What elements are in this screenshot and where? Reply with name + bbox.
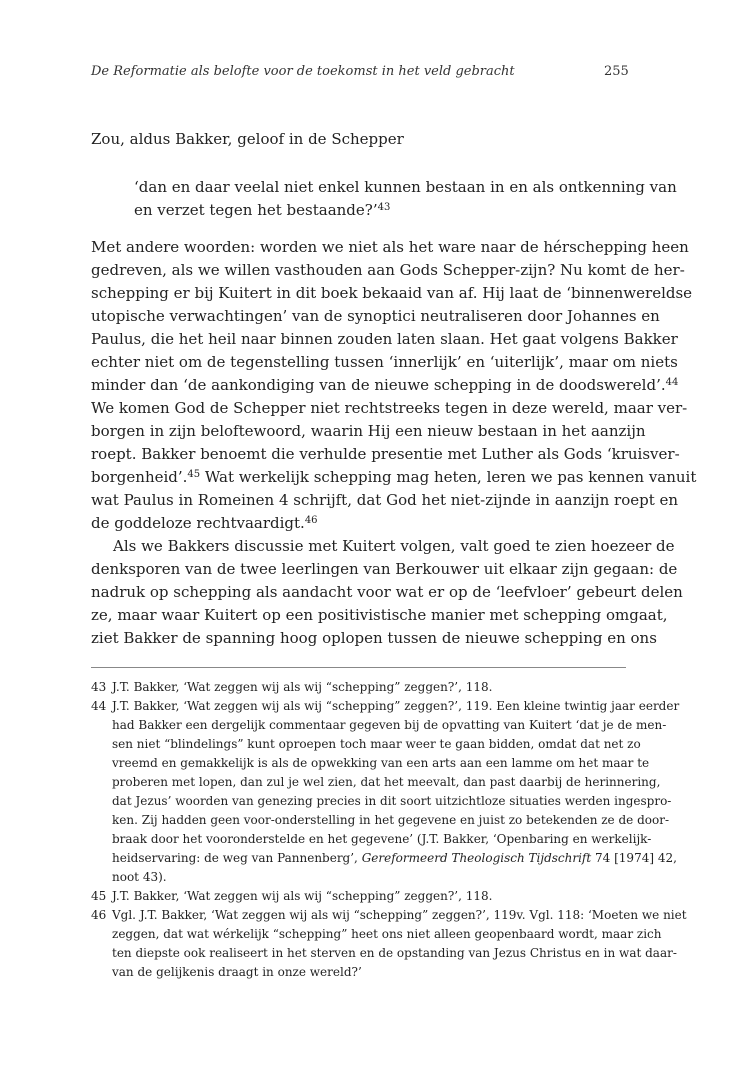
text-line: echter niet om de tegenstelling tussen ‘innerlijk’ en ‘uiterlijk’, maar om niets	[91, 353, 678, 371]
footnote-line: dat Jezus’ woorden van genezing precies in dit soort uitzichtloze situaties werden ingespro-	[112, 794, 672, 808]
text-line: roept. Bakker benoemt die verhulde presentie met Luther als Gods ‘kruisver-	[91, 445, 680, 463]
text-line: Paulus, die het heil naar binnen zouden laten slaan. Het gaat volgens Bakker	[91, 330, 678, 348]
footnote-line: heidservaring: de weg van Pannenberg’, Gereformeerd Theologisch Tijdschrift 74 [1974] 42,	[112, 851, 677, 865]
text-line: nadruk op schepping als aandacht voor wat er op de ‘leefvloer’ gebeurt delen	[91, 583, 683, 601]
footnote-line: braak door het vooronderstelde en het gegevene’ (J.T. Bakker, ‘Openbaring en werkelijk-	[112, 832, 652, 846]
footnote-ref: 43	[377, 202, 391, 213]
journal-title: Gereformeerd Theologisch Tijdschrift	[361, 851, 592, 865]
footnote-line: J.T. Bakker, ‘Wat zeggen wij als wij “schepping” zeggen?’, 119. Een kleine twintig jaar eerder	[112, 699, 680, 713]
footnote-line: ten diepste ook realiseert in het sterven en de opstanding van Jezus Christus en in wat daar-	[112, 946, 677, 960]
footnote-line: J.T. Bakker, ‘Wat zeggen wij als wij “schepping” zeggen?’, 118.	[112, 889, 493, 903]
text-line: utopische verwachtingen’ van de synoptici neutraliseren door Johannes en	[91, 307, 660, 325]
footnote-line: noot 43).	[112, 870, 167, 884]
text-line: minder dan ‘de aankondiging van de nieuwe schepping in de doodswereld’.$^{44}$	[91, 376, 679, 394]
footnote-ref: 44	[665, 377, 679, 388]
text-line: de goddeloze rechtvaardigt.$^{46}$	[91, 514, 318, 532]
footnote-ref: 46	[304, 515, 318, 526]
footnote-line: vreemd en gemakkelijk is als de opwekking van een arts aan een lamme om het maar te	[112, 756, 650, 770]
footnote-line: Vgl. J.T. Bakker, ‘Wat zeggen wij als wij “schepping” zeggen?’, 119v. Vgl. 118: ‘Moeten we niet	[112, 908, 687, 922]
footnote-line: van de gelijkenis draagt in onze wereld?’	[112, 965, 362, 979]
running-title: De Reformatie als belofte voor de toekomst in het veld gebracht	[91, 64, 515, 79]
text-line: borgenheid’.$^{45}$ Wat werkelijk schepping mag heten, leren we pas kennen vanuit	[91, 468, 697, 486]
footnote-number: 45	[91, 889, 107, 903]
footnote-line: sen niet “blindelings” kunt oproepen toch maar weer te gaan bidden, omdat dat net zo	[112, 737, 641, 751]
footnote-line: proberen met lopen, dan zul je wel zien, dat het meevalt, dan past daarbij de herinnering,	[112, 775, 661, 789]
footnote-line: had Bakker een dergelijk commentaar gegeven bij de opvatting van Kuitert ‘dat je de men-	[112, 718, 667, 732]
quote-line: en verzet tegen het bestaande?’$^{43}$	[134, 201, 391, 219]
footnote-line: zeggen, dat wat wérkelijk “schepping” heet ons niet alleen geopenbaard wordt, maar zich	[112, 927, 662, 941]
footnote-ref: 45	[187, 469, 201, 480]
footnote-number: 44	[91, 699, 107, 713]
footnote-number: 43	[91, 680, 107, 694]
text-line: wat Paulus in Romeinen 4 schrijft, dat God het niet-zijnde in aanzijn roept en	[91, 491, 679, 509]
footnote-line: J.T. Bakker, ‘Wat zeggen wij als wij “schepping” zeggen?’, 118.	[112, 680, 493, 694]
text-line: ziet Bakker de spanning hoog oplopen tussen de nieuwe schepping en ons	[91, 629, 657, 647]
text-line: schepping er bij Kuitert in dit boek bekaaid van af. Hij laat de ‘binnenwereldse	[91, 284, 693, 302]
text-line: denksporen van de twee leerlingen van Berkouwer uit elkaar zijn gegaan: de	[91, 560, 678, 578]
text-line: ze, maar waar Kuitert op een positivistische manier met schepping omgaat,	[91, 606, 668, 624]
intro-line: Zou, aldus Bakker, geloof in de Schepper	[91, 130, 404, 148]
text-line: Als we Bakkers discussie met Kuitert volgen, valt goed te zien hoezeer de	[113, 537, 675, 555]
text-line: Met andere woorden: worden we niet als het ware naar de hérschepping heen	[91, 238, 689, 256]
page-number: 255	[604, 64, 629, 79]
text-line: We komen God de Schepper niet rechtstreeks tegen in deze wereld, maar ver-	[91, 399, 688, 417]
text-line: borgen in zijn beloftewoord, waarin Hij een nieuw bestaan in het aanzijn	[91, 422, 646, 440]
footnote-line: ken. Zij hadden geen voor-onderstelling in het gegevene en juist zo betekenden ze de door-	[112, 813, 669, 827]
footnote-number: 46	[91, 908, 107, 922]
quote-line: ‘dan en daar veelal niet enkel kunnen bestaan in en als ontkenning van	[134, 178, 677, 196]
footnote-divider	[91, 667, 626, 668]
text-line: gedreven, als we willen vasthouden aan Gods Schepper-zijn? Nu komt de her-	[91, 261, 685, 279]
